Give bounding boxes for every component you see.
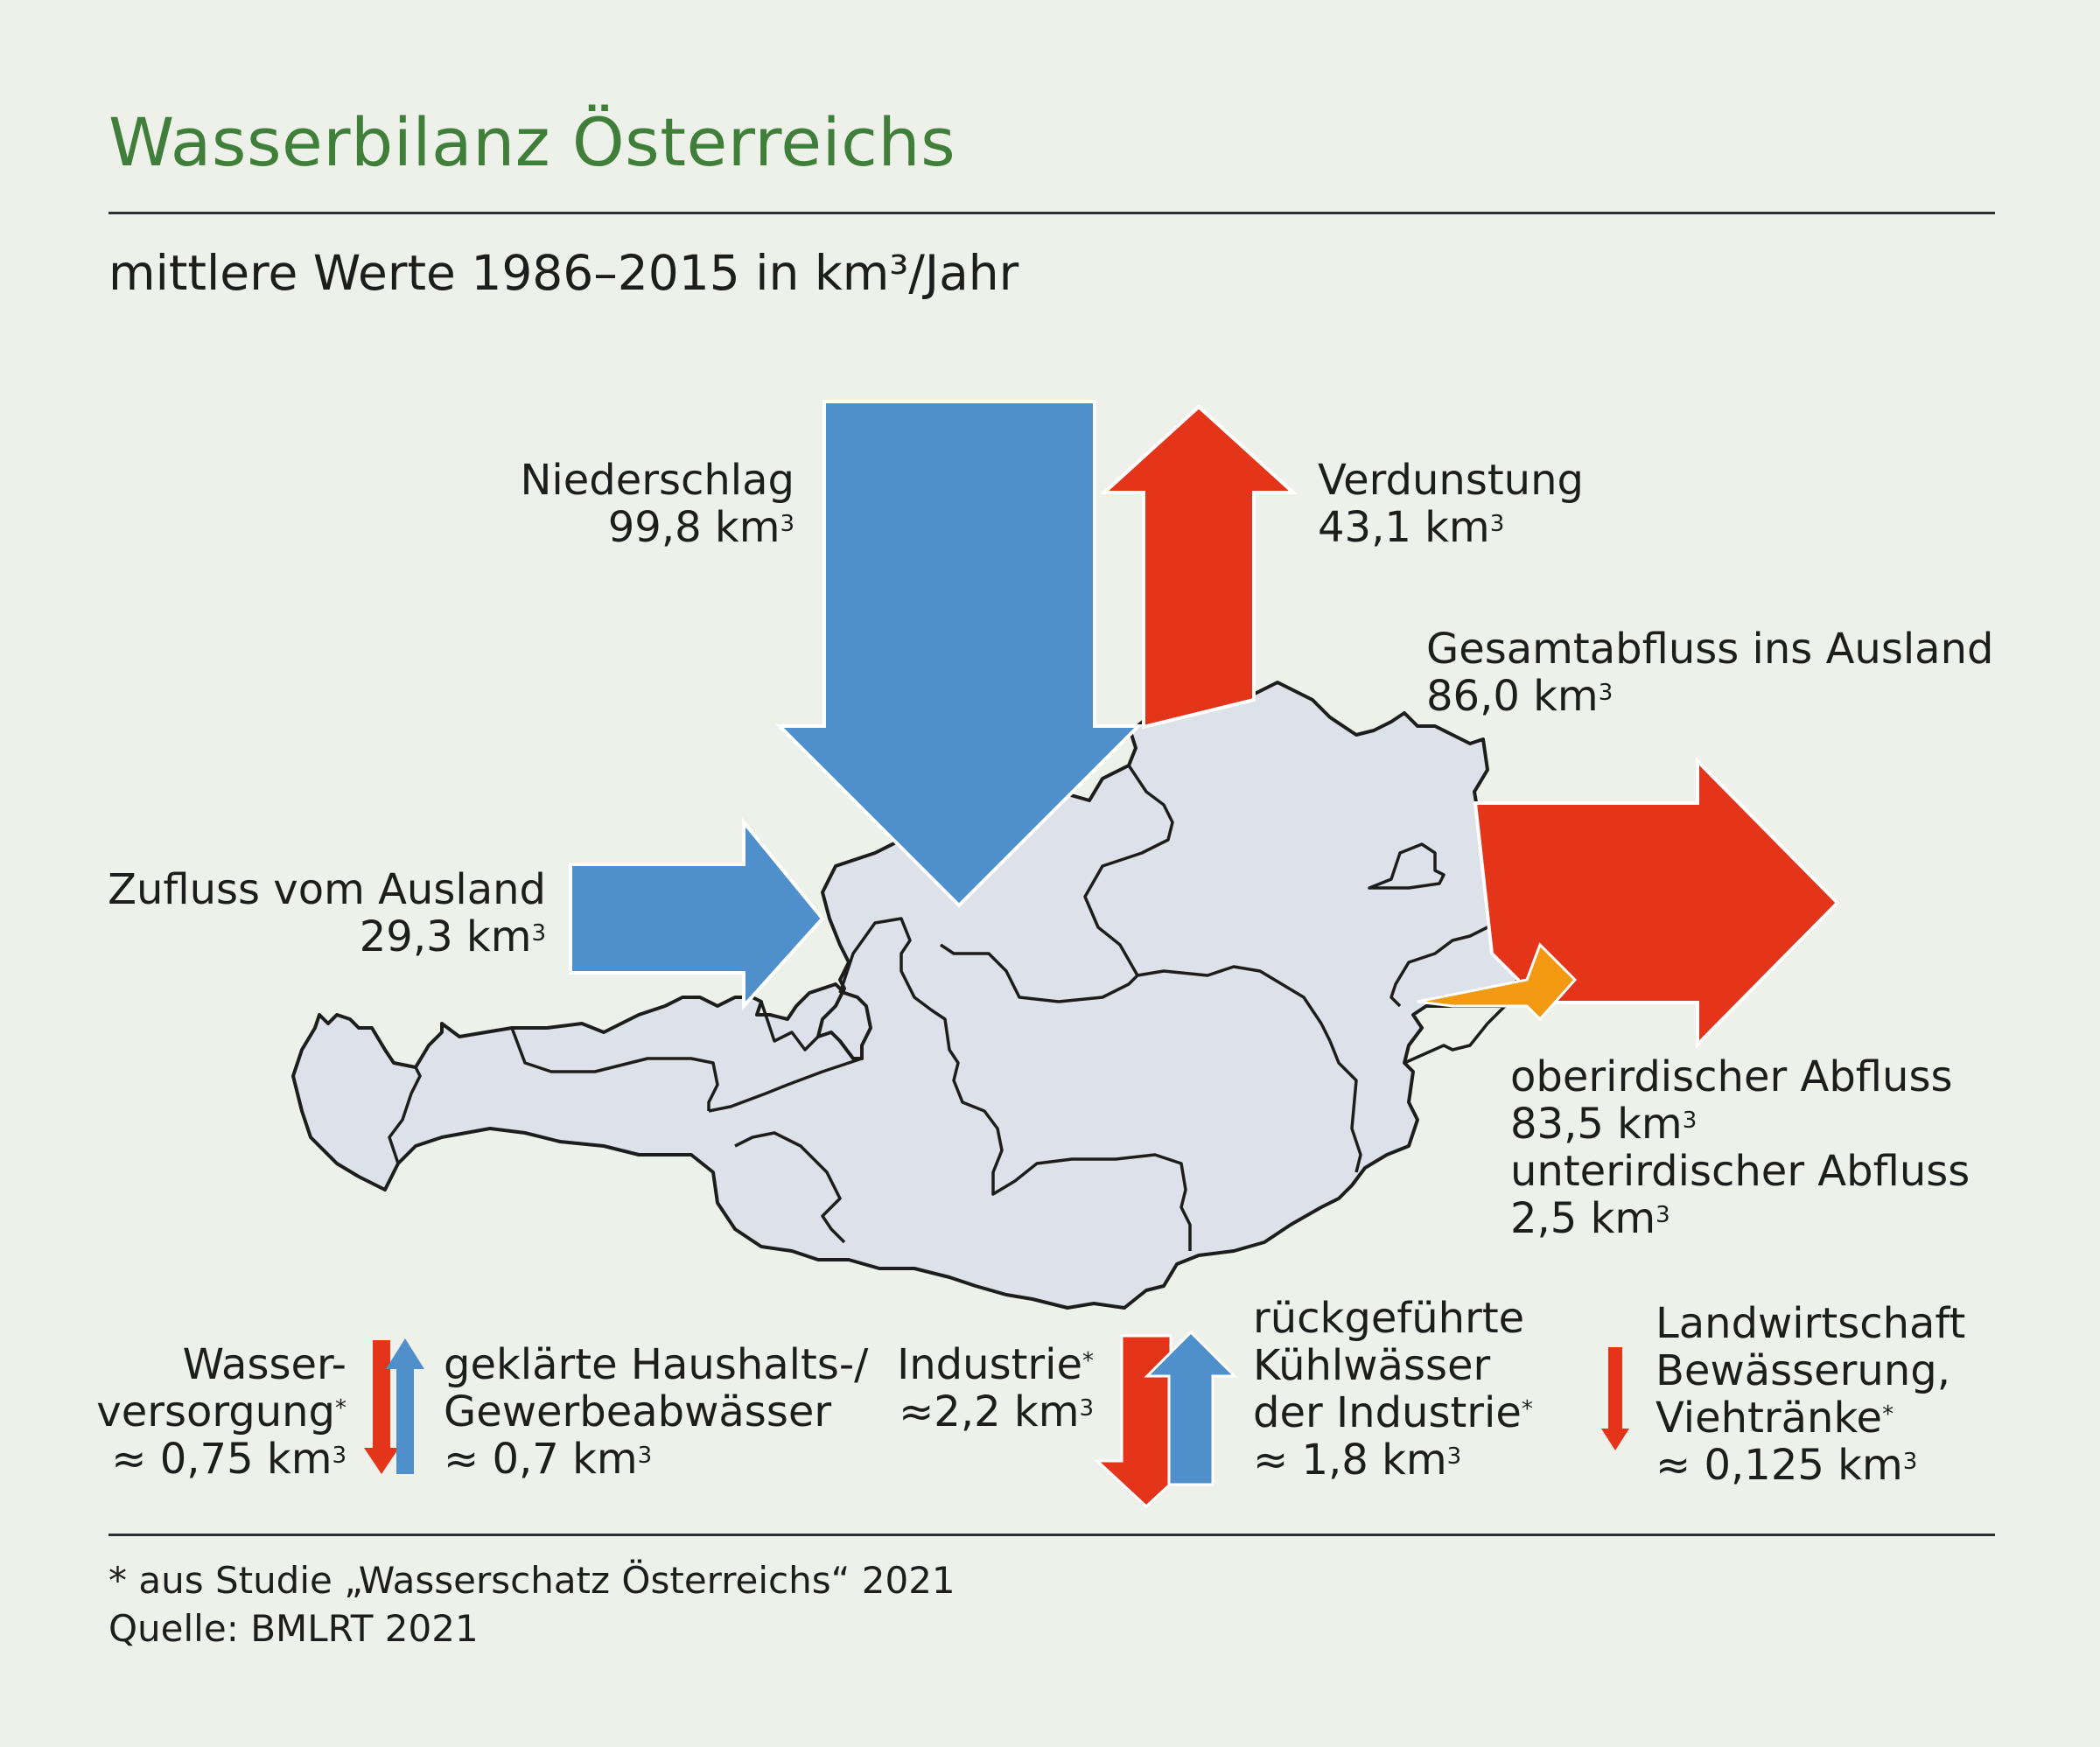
niederschlag-label — [520, 457, 794, 551]
landwirtschaft-line3: Viehtränke — [1656, 1394, 1883, 1443]
zufluss-value: 29,3 km — [359, 912, 532, 961]
haushalt-value: ≈ 0,7 km — [444, 1435, 638, 1484]
gesamtabfluss-name: Gesamtabfluss ins Ausland — [1426, 625, 1994, 674]
niederschlag-name: Niederschlag — [520, 456, 794, 505]
unit-superscript: 3 — [1902, 1449, 1918, 1475]
verdunstung-arrow — [1104, 407, 1293, 727]
abfluss-detail-label — [1510, 1053, 1970, 1242]
unit-superscript: 3 — [1656, 1202, 1670, 1228]
oberirdisch-value: 83,5 km — [1510, 1100, 1683, 1149]
unterirdisch-value: 2,5 km — [1510, 1194, 1656, 1243]
footnote-star: * — [1082, 1348, 1094, 1374]
oberirdisch-name: oberirdischer Abfluss — [1510, 1052, 1953, 1101]
wasserversorgung-line1: Wasser- — [182, 1340, 346, 1389]
unit-superscript: 3 — [1489, 511, 1505, 537]
landwirtschaft-line1: Landwirtschaft — [1656, 1299, 1966, 1348]
industrie-line1: Industrie — [897, 1340, 1082, 1389]
kuehlwasser-line2: Kühlwässer — [1253, 1341, 1491, 1390]
unit-superscript: 3 — [780, 511, 794, 537]
unit-superscript: 3 — [531, 920, 546, 947]
border-burgenland — [1404, 1006, 1505, 1063]
zufluss-label — [108, 866, 546, 961]
kuehlwasser-line1: rückgeführte — [1253, 1294, 1525, 1343]
landwirtschaft-label — [1656, 1300, 1965, 1489]
wasserversorgung-value: ≈ 0,75 km — [111, 1435, 332, 1484]
zufluss-arrow — [570, 822, 822, 1006]
page-title: Wasserbilanz Österreichs — [108, 103, 956, 181]
verdunstung-name: Verdunstung — [1318, 456, 1584, 505]
unit-superscript: 3 — [1446, 1443, 1462, 1470]
haushalt-line2: Gewerbeabwässer — [444, 1387, 832, 1436]
haushalt-label — [444, 1341, 868, 1483]
gesamtabfluss-label — [1426, 625, 1993, 720]
industrie-label — [897, 1341, 1094, 1436]
kuehlwasser-label — [1253, 1295, 1533, 1484]
subtitle: mittlere Werte 1986–2015 in km³/Jahr — [108, 245, 1019, 301]
wasserversorgung-label — [96, 1341, 346, 1483]
zufluss-name: Zufluss vom Ausland — [108, 865, 546, 914]
verdunstung-label — [1318, 457, 1584, 551]
industrie-value: ≈2,2 km — [899, 1387, 1080, 1436]
footnote-star: * — [1882, 1401, 1894, 1428]
footnote: * aus Studie „Wasserschatz Österreichs“ 2021 — [108, 1559, 956, 1602]
kuehlwasser-line3: der Industrie — [1253, 1388, 1522, 1437]
unit-superscript: 3 — [332, 1443, 346, 1469]
niederschlag-value: 99,8 km — [607, 503, 780, 552]
unit-superscript: 3 — [1079, 1395, 1094, 1422]
unit-superscript: 3 — [1598, 680, 1614, 706]
gesamtabfluss-value: 86,0 km — [1426, 672, 1599, 721]
unit-superscript: 3 — [637, 1443, 653, 1469]
footnote-star: * — [335, 1395, 346, 1422]
landwirtschaft-line2: Bewässerung, — [1656, 1346, 1950, 1395]
haushalt-line1: geklärte Haushalts-/ — [444, 1340, 869, 1389]
unit-superscript: 3 — [1682, 1108, 1698, 1134]
wasserversorgung-line2: versorgung — [96, 1387, 335, 1436]
unterirdisch-name: unterirdischer Abfluss — [1510, 1147, 1970, 1196]
verdunstung-value: 43,1 km — [1318, 503, 1490, 552]
footer-divider — [108, 1534, 1995, 1536]
landwirtschaft-down-arrow — [1601, 1347, 1629, 1450]
kuehlwasser-value: ≈ 1,8 km — [1253, 1436, 1447, 1485]
footnote-star: * — [1521, 1396, 1533, 1422]
landwirtschaft-value: ≈ 0,125 km — [1656, 1441, 1903, 1490]
source: Quelle: BMLRT 2021 — [108, 1607, 479, 1650]
